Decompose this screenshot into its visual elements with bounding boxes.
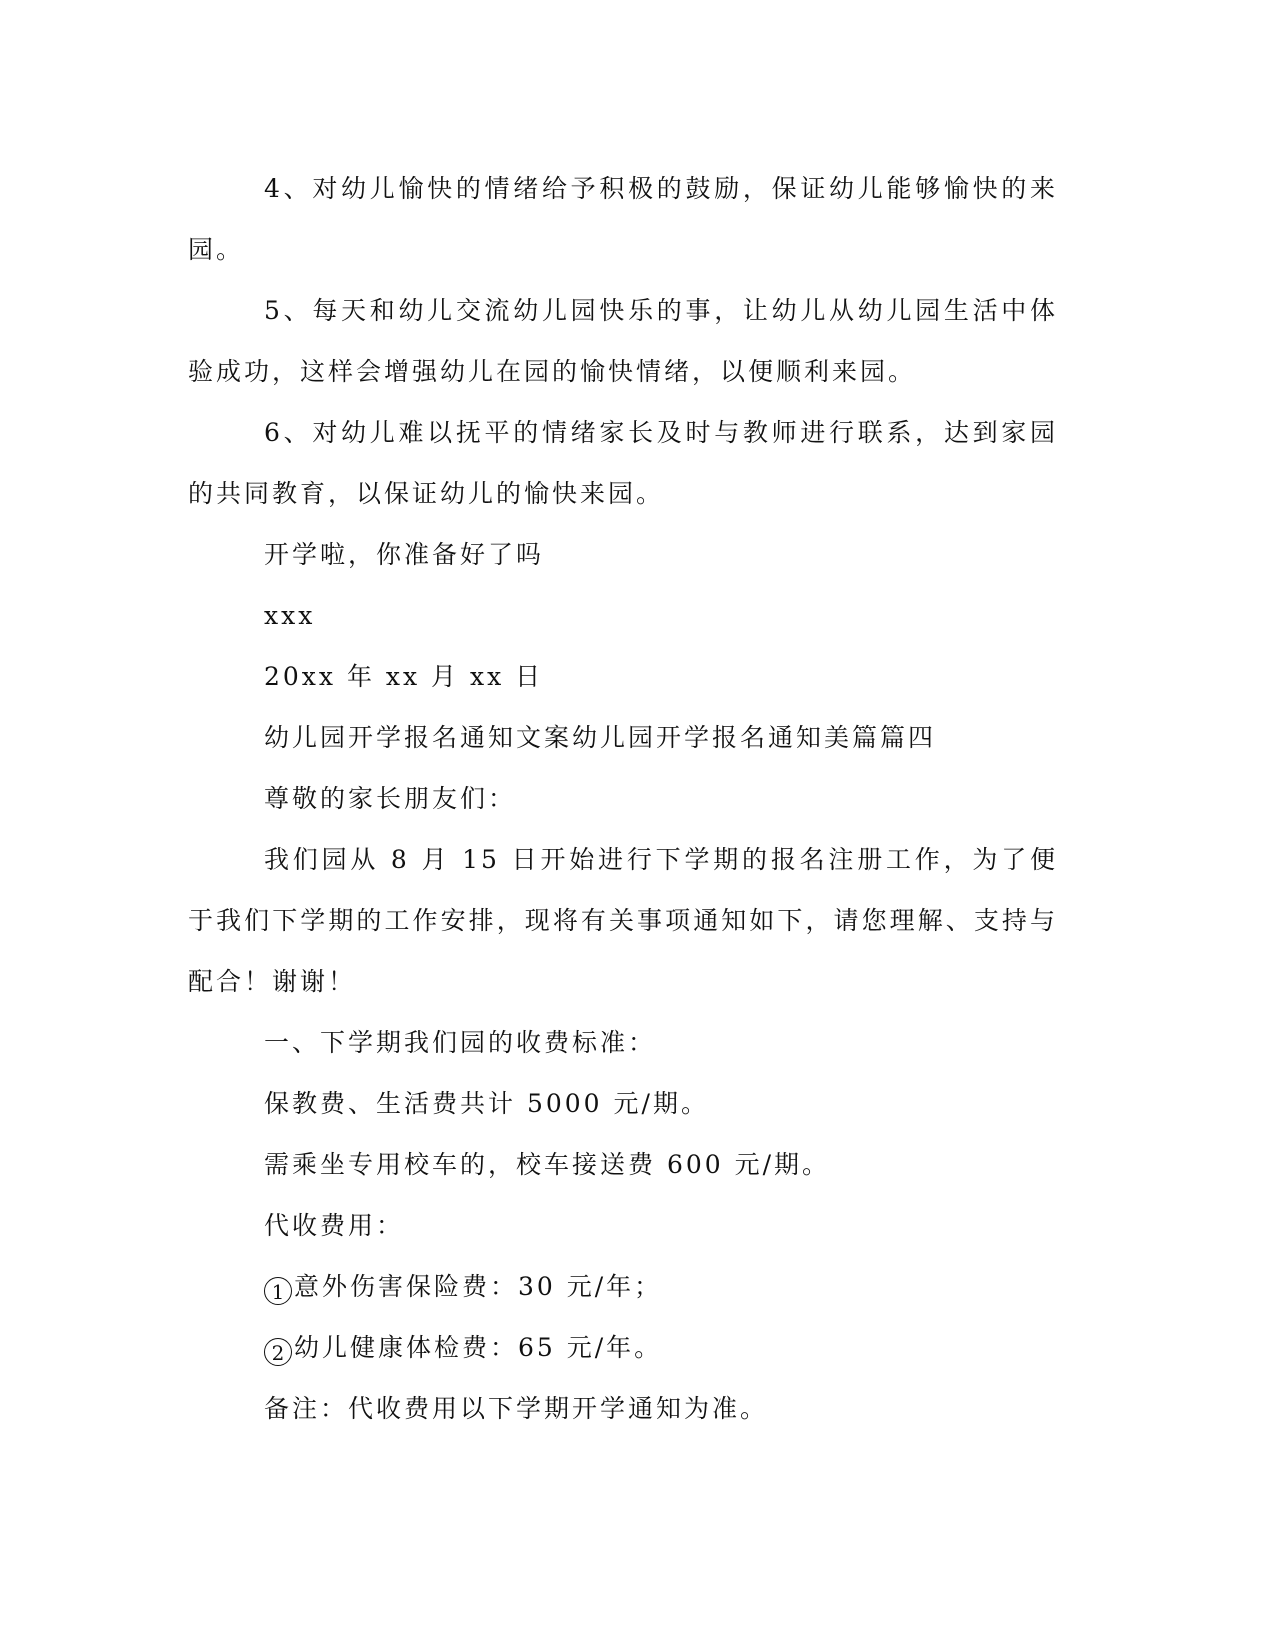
greeting: 尊敬的家长朋友们：: [264, 784, 517, 813]
paragraph-item-6: 6、对幼儿难以抚平的情绪家长及时与教师进行联系，达到家园的共同教育，以保证幼儿的愉快来园。: [188, 418, 1058, 508]
paragraph-item-5: 5、每天和幼儿交流幼儿园快乐的事，让幼儿从幼儿园生活中体验成功，这样会增强幼儿在园的愉快情绪，以便顺利来园。: [188, 296, 1058, 386]
bus-fee-line: 需乘坐专用校车的，校车接送费 600 元/期。: [264, 1150, 831, 1179]
intro-paragraph: 我们园从 8 月 15 日开始进行下学期的报名注册工作，为了便于我们下学期的工作安排，现将有关事项通知如下，请您理解、支持与配合！谢谢！: [188, 845, 1058, 996]
collected-fees-heading: 代收费用：: [264, 1211, 405, 1240]
paragraph-item-4: 4、对幼儿愉快的情绪给予积极的鼓励，保证幼儿能够愉快的来园。: [188, 174, 1058, 264]
collected-fee-item: [188, 1317, 1058, 1378]
section-title: 幼儿园开学报名通知文案幼儿园开学报名通知美篇篇四: [264, 723, 937, 752]
collected-fee-text: 幼儿健康体检费：65 元/年。: [294, 1333, 663, 1362]
closing-headline: 开学啦，你准备好了吗: [264, 540, 545, 569]
circled-number-2: 2: [264, 1338, 292, 1366]
collected-fee-text: 意外伤害保险费：30 元/年；: [294, 1272, 663, 1301]
document-body: [188, 158, 1058, 1439]
tuition-fee-line: 保教费、生活费共计 5000 元/期。: [264, 1089, 709, 1118]
fees-note: 备注：代收费用以下学期开学通知为准。: [264, 1394, 769, 1423]
signature: xxx: [264, 601, 316, 630]
circled-number-1: 1: [264, 1277, 292, 1305]
collected-fee-item: [188, 1256, 1058, 1317]
fees-heading: 一、下学期我们园的收费标准：: [264, 1028, 657, 1057]
date-line: 20xx 年 xx 月 xx 日: [264, 662, 544, 691]
